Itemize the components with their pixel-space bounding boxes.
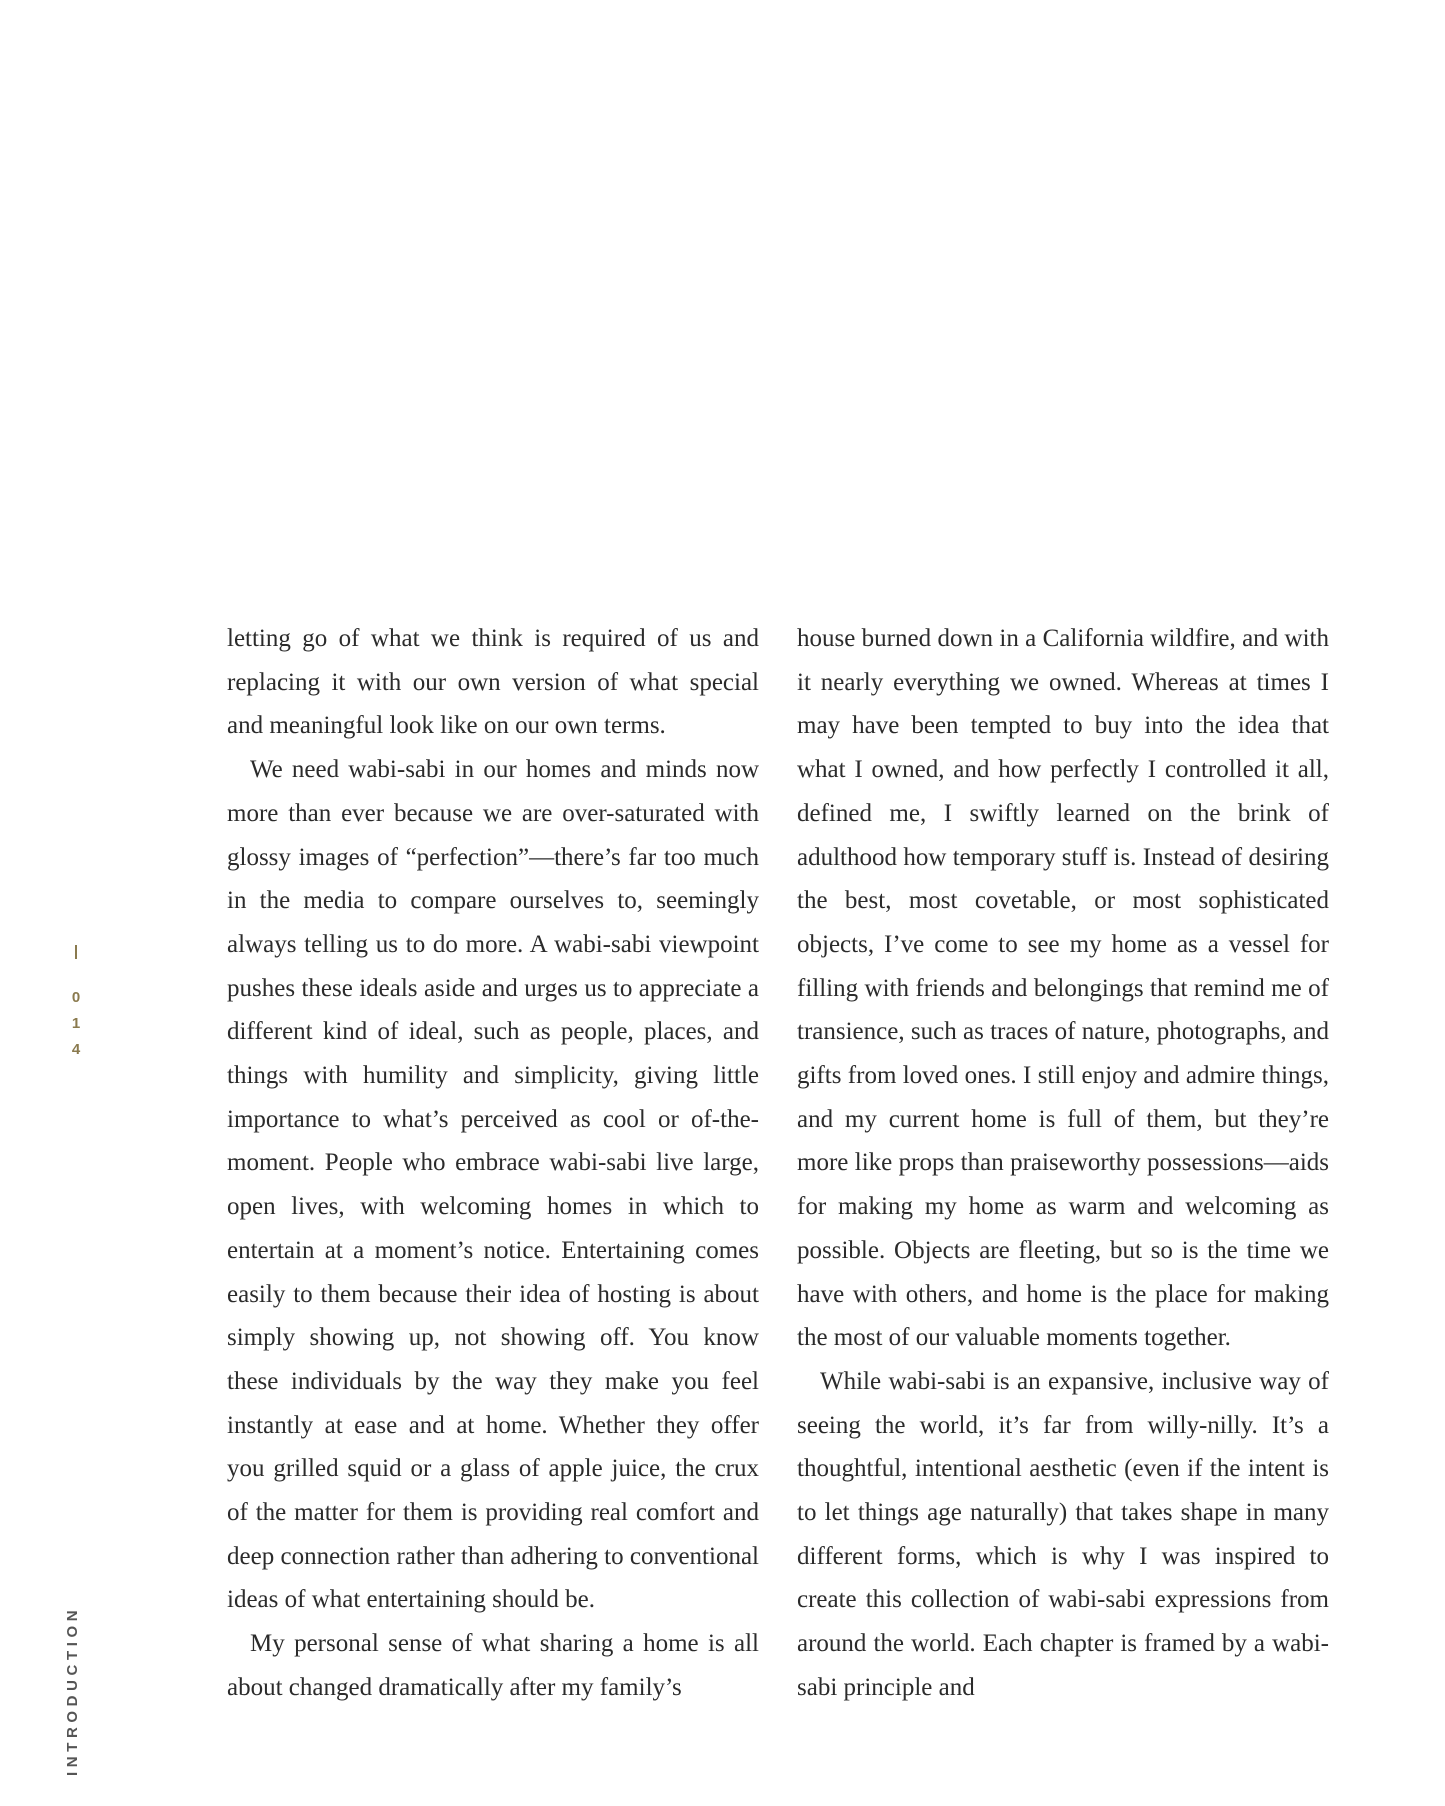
- page-number-digit: 0: [71, 989, 81, 1006]
- page-number-digit: 1: [71, 1015, 81, 1032]
- page-number-digit: 4: [71, 1041, 81, 1058]
- paragraph: We need wabi-sabi in our homes and minds now more than ever because we are over-saturated with glossy images of “perfection”—there’s far too much in the media to compare ourselves to, seemingly always telling us to do more. A wabi-sabi viewpoint pushes these ideals aside and urges us to appreciate a different kind of ideal, such as people, places, and things with humility and simplicity, giving little importance to what’s perceived as cool or of-the-moment. People who embrace wabi-sabi live large, open lives, with welcoming homes in which to entertain at a moment’s notice. Entertaining comes easily to them because their idea of hosting is about simply showing up, not showing off. You know these individuals by the way they make you feel instantly at ease and at home. Whether they offer you grilled squid or a glass of apple juice, the crux of the matter for them is providing real comfort and deep connection rather than adhering to conventional ideas of what entertaining should be.: [227, 756, 759, 1614]
- paragraph: My personal sense of what sharing a home is all about changed dramatically after my family’s: [227, 1630, 759, 1701]
- page-number: [68, 945, 84, 1063]
- text-column-right: [797, 617, 1329, 1710]
- text-column-left: [227, 617, 759, 1710]
- page-number-rule: [75, 945, 77, 959]
- running-section-label: INTRODUCTION: [64, 1605, 81, 1776]
- paragraph: house burned down in a California wildfire, and with it nearly everything we owned. Whereas at times I may have been tempted to buy into the idea that what I owned, and how perfectly I controlled it all, defined me, I swiftly learned on the brink of adulthood how temporary stuff is. Instead of desiring the best, most covetable, or most sophisticated objects, I’ve come to see my home as a vessel for filling with friends and belongings that remind me of transience, such as traces of nature, photographs, and gifts from loved ones. I still enjoy and admire things, and my current home is full of them, but they’re more like props than praiseworthy possessions—aids for making my home as warm and welcoming as possible. Objects are fleeting, but so is the time we have with others, and home is the place for making the most of our valuable moments together.: [797, 625, 1329, 1352]
- paragraph: letting go of what we think is required of us and replacing it with our own version of what special and meaningful look like on our own terms.: [227, 625, 759, 740]
- paragraph: While wabi-sabi is an expansive, inclusive way of seeing the world, it’s far from willy-nilly. It’s a thoughtful, intentional aesthetic (even if the intent is to let things age naturally) that takes shape in many different forms, which is why I was inspired to create this collection of wabi-sabi expressions from around the world. Each chapter is framed by a wabi-sabi principle and: [797, 1367, 1329, 1701]
